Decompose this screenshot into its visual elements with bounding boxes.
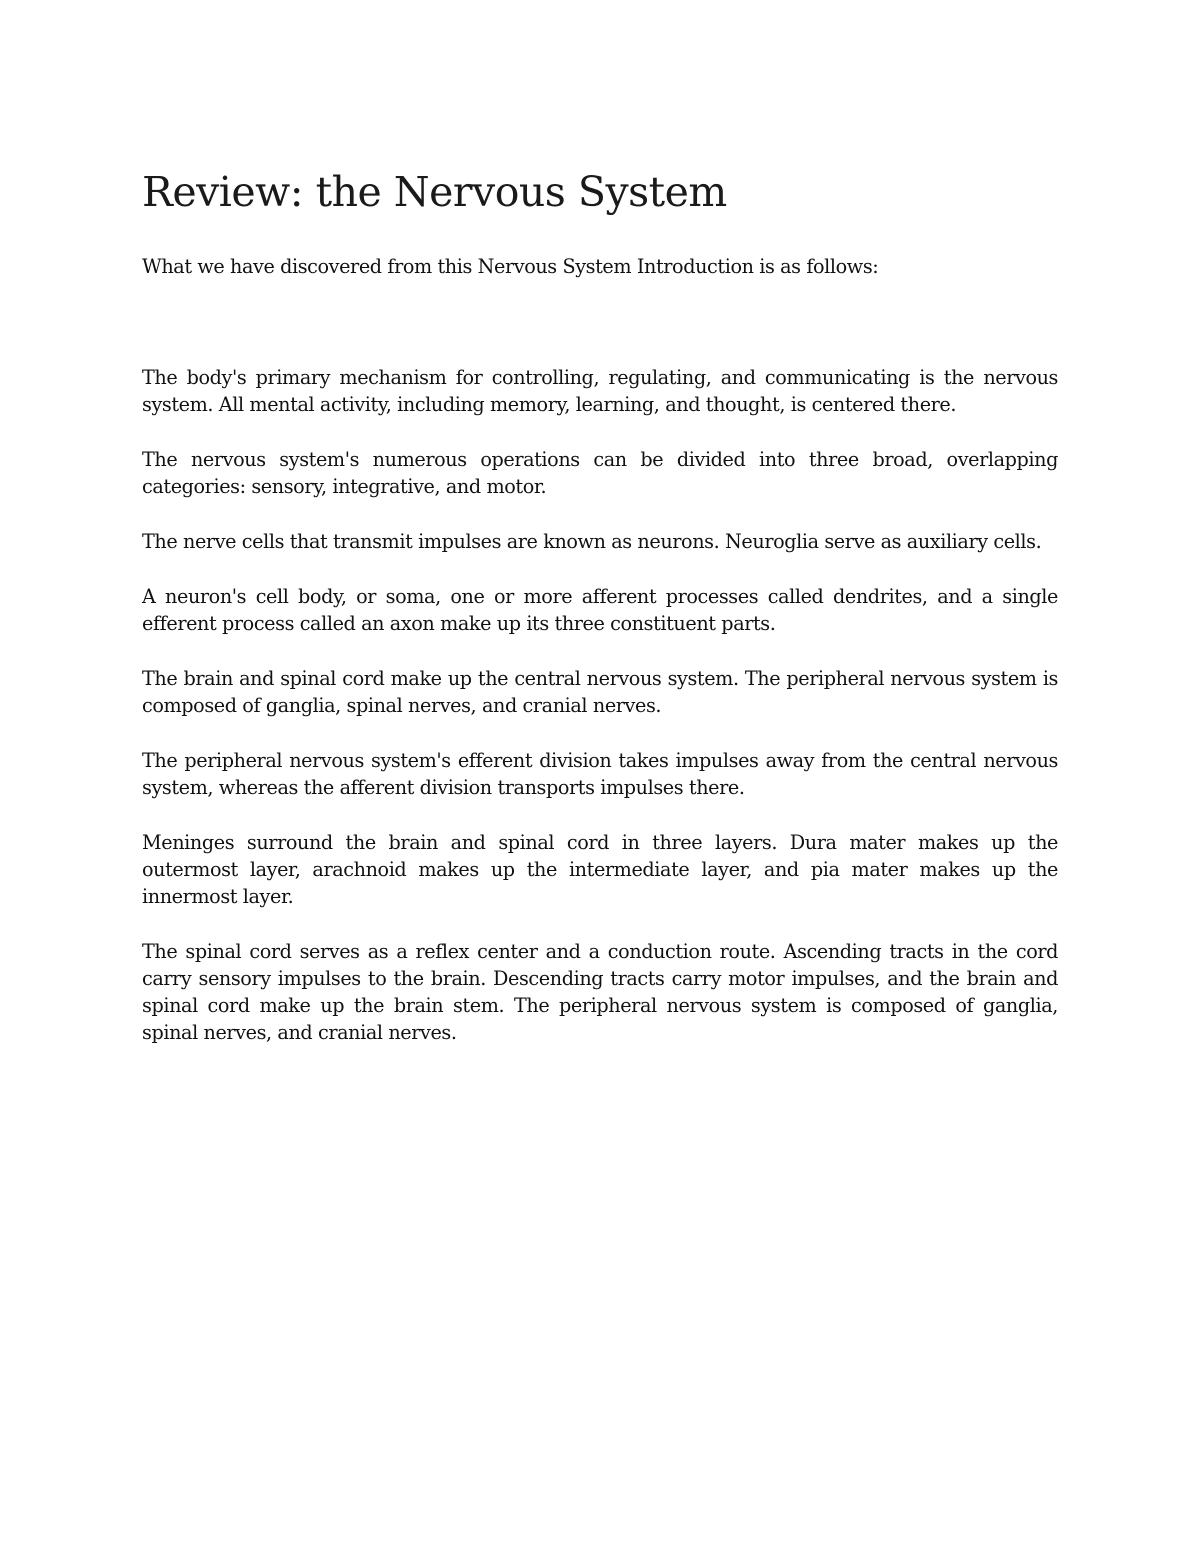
- document-page: [142, 170, 1058, 1074]
- paragraph-3: The nerve cells that transmit impulses are known as neurons. Neuroglia serve as auxiliary cells.: [142, 530, 1042, 554]
- paragraph-5: The brain and spinal cord make up the central nervous system. The peripheral nervous system is composed of ganglia, spinal nerves, and cranial nerves.: [142, 667, 1058, 718]
- intro-text: What we have discovered from this Nervous System Introduction is as follows:: [142, 255, 879, 279]
- paragraph-6: The peripheral nervous system's efferent division takes impulses away from the central nervous system, whereas the afferent division transports impulses there.: [142, 749, 1058, 800]
- paragraph-4: A neuron's cell body, or soma, one or more afferent processes called dendrites, and a single efferent process called an axon make up its three constituent parts.: [142, 585, 1058, 636]
- paragraph-2: The nervous system's numerous operations can be divided into three broad, overlapping categories: sensory, integrative, and motor.: [142, 448, 1058, 499]
- paragraph-8: The spinal cord serves as a reflex center and a conduction route. Ascending tracts in the cord carry sensory impulses to the brain. Descending tracts carry motor impulses, and the brain and spinal cord make up the brain stem. The peripheral nervous system is composed of ganglia, spinal nerves, and cranial nerves.: [142, 940, 1058, 1045]
- page-title: Review: the Nervous System: [142, 168, 727, 216]
- body-paragraphs: [142, 364, 1058, 1046]
- paragraph-1: The body's primary mechanism for controlling, regulating, and communicating is the nervous system. All mental activity, including memory, learning, and thought, is centered there.: [142, 366, 1058, 417]
- paragraph-7: Meninges surround the brain and spinal cord in three layers. Dura mater makes up the outermost layer, arachnoid makes up the intermediate layer, and pia mater makes up the innermost layer.: [142, 831, 1058, 909]
